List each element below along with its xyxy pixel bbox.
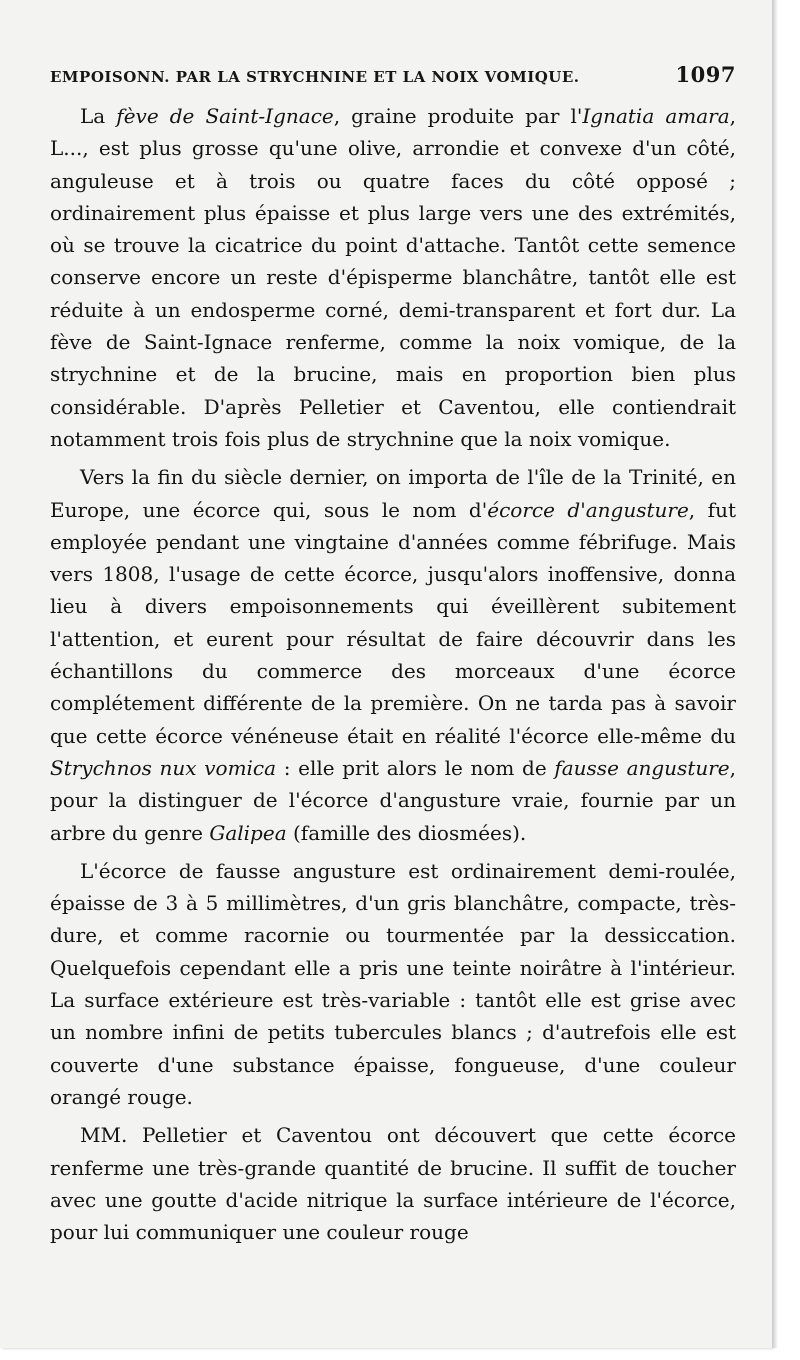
paragraph-4 [50, 1119, 736, 1248]
running-head [50, 62, 736, 87]
paragraph-text: , L..., est plus grosse qu'une olive, arrondie et convexe d'un côté, anguleuse et à trois ou quatre faces du côté opposé ; ordinairement plus épaisse et plus large vers une des extrémités, où se trouve la cicatrice du point d'attache. Tantôt cette semence conserve encore un reste d'épisperme blanchâtre, tantôt elle est réduite à un endosperme corné, demi-transparent et fort dur. La fève de Saint-Ignace renferme, comme la noix vomique, de la strychnine et de la brucine, mais en proportion bien plus considérable. D'après Pelletier et Caventou, elle contiendrait notamment trois fois plus de strychnine que la noix vomique. [50, 104, 736, 451]
paragraph-text: , pour la distinguer de l'écorce d'angusture vraie, fournie par un arbre du genre [50, 755, 736, 845]
italic-term: Strychnos nux vomica [50, 755, 277, 780]
body-text [50, 100, 736, 1254]
paragraph-text: La [80, 104, 117, 128]
paragraph-text: , fut employée pendant une vingtaine d'années comme fébrifuge. Mais vers 1808, l'usage de cette écorce, jusqu'alors inoffensive, donna lieu à divers empoisonnements qui éveillèrent subitement l'attention, et eurent pour résultat de faire découvrir dans les échantillons du commerce des morceaux d'une écorce complétement différente de la première. On ne tarda pas à savoir que cette écorce vénéneuse était en réalité l'écorce elle-même du [50, 497, 736, 748]
paragraph-text: (famille des diosmées). [286, 820, 527, 845]
paragraph-text: L'écorce de fausse angusture est ordinairement demi-roulée, épaisse de 3 à 5 millimètres, d'un gris blanchâtre, compacte, très-dure, et comme racornie ou tourmentée par la dessiccation. Quelquefois cependant elle a pris une teinte noirâtre à l'intérieur. La surface extérieure est très-variable : tantôt elle est grise avec un nombre infini de petits tubercules blancs ; d'autrefois elle est couverte d'une substance épaisse, fongueuse, d'une couleur orangé rouge. [50, 858, 736, 1109]
italic-term: écorce d'angusture [487, 497, 689, 522]
paragraph-text: , graine produite par l' [333, 104, 583, 128]
paragraph-3 [50, 855, 736, 1113]
paragraph-1 [50, 100, 736, 455]
paragraph-text: : elle prit alors le nom de [276, 755, 555, 780]
paragraph-text: Vers la fin du siècle dernier, on importa de l'île de la Trinité, en Europe, une écorce qui, sous le nom d' [50, 465, 736, 522]
running-head-title: EMPOISONN. PAR LA STRYCHNINE ET LA NOIX VOMIQUE. [50, 68, 580, 86]
italic-term: fausse angusture [554, 755, 730, 780]
paragraph-2 [50, 461, 736, 849]
italic-term: fève de Saint-Ignace [116, 104, 334, 128]
italic-term: Ignatia amara [582, 104, 730, 128]
page-number: 1097 [675, 62, 736, 87]
italic-term: Galipea [209, 820, 287, 845]
paragraph-text: MM. Pelletier et Caventou ont découvert que cette écorce renferme une très-grande quantité de brucine. Il suffit de toucher avec une goutte d'acide nitrique la surface intérieure de l'écorce, pour lui communiquer une couleur rouge [50, 1123, 736, 1245]
